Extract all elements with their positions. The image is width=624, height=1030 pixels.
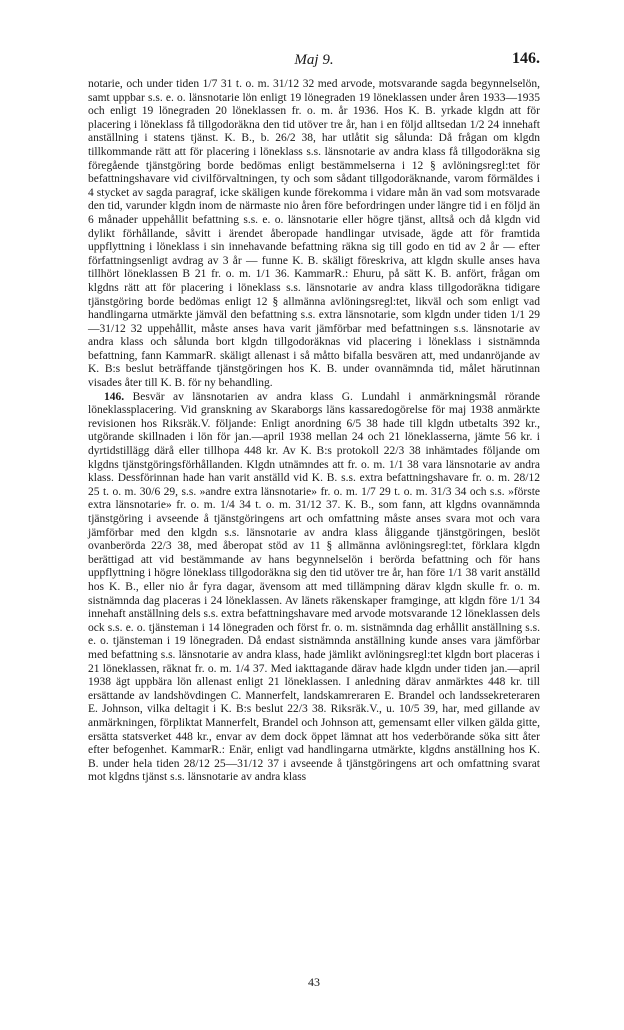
running-header xyxy=(88,50,540,72)
header-page-number: 146. xyxy=(512,50,540,67)
footer-page-number: 43 xyxy=(308,975,320,989)
paragraph-text: Besvär av länsnotarien av andra klass G. Lundahl i anmärkningsmål rörande löneklassplacering. Vid granskning av Skaraborgs läns kassaredogörelse för maj 1938 anmärkte revisionen hos Riksräk.V. följande: Enligt anordning 6/5 38 hade till klgdn utbetalts 392 kr., utgörande skillnaden i lön för jan.—april 1938 mellan 24 och 21 löneklasserna, jämte 56 kr. i dyrtidstillägg därå eller tillhopa 448 kr. Av K. B:s protokoll 22/3 38 inhämtades följande om klgdns tjänstgöringsförhållanden. Klgdn utnämndes att fr. o. m. 1/1 38 vara länsnotarie av andra klass. Dessförinnan hade han varit anställd vid K. B. s.s. extra befattningshavare fr. o. m. 28/12 25 t. o. m. 30/6 29, s.s. »andre extra länsnotarie» fr. o. m. 1/7 29 t. o. m. 31/3 34 och s.s. »förste extra länsnotarie» fr. o. m. 1/4 34 t. o. m. 31/12 37. K. B., som fann, att klgdns ovannämnda tjänstgöring i avseende å tjänstgöringens art och omfattning måste anses svara mot och vara jämförbar med den klgdn s.s. länsnotarie av andra klass åliggande tjänstgöringen, beslöt ovanberörda 22/3 38, med åberopat stöd av 11 § allmänna avlöningsregl:tet, förklara klgdn berättigad att vid bestämmande av hans begynnelselön i berörda befattning och för hans uppflyttning i högre löneklass tillgodoräkna sig den tid utöver tre år, han före 1/1 38 varit anställd hos K. B., eller nio år fyra dagar, ävensom att med tillämpning därav klgdn skulle fr. o. m. sistnämnda dag placeras i 24 löneklassen. Av länets räkenskaper framginge, att klgdn före 1/1 34 innehaft anställning dels s.s. extra befattningshavare med arvode motsvarande 12 löneklassen dels ock s.s. e. o. tjänsteman i 14 lönegraden och först fr. o. m. sistnämnda dag erhållit anställning s.s. e. o. tjänsteman i 19 lönegraden. Då endast sistnämnda anställning kunde anses vara jämförbar med befattning s.s. länsnotarie av andra klass, hade jämlikt avlöningsregl:tet klgdn bort placeras i 21 löneklassen, räknat fr. o. m. 1/4 37. Med iakttagande därav hade klgdn under tiden jan.—april 1938 ägt uppbära lön allenast enligt 21 löneklassen. I anledning därav anmärktes 448 kr. till ersättande av landshövdingen C. Mannerfelt, landskamreraren E. Brandel och landssekreteraren E. Johnson, vilka deltagit i K. B:s beslut 22/3 38. Riksräk.V., u. 10/5 39, har, med gillande av anmärkningen, förpliktat Mannerfelt, Brandel och Johnson att, gemensamt eller vilken gälda gitte, ersätta statsverket 448 kr., envar av dem dock öppet lämnat att hos vederbörande söka sitt åter efter befogenhet. KammarR.: Enär, enligt vad handlingarna utmärkte, klgdns anställning hos K. B. under hela tiden 28/12 25—31/12 37 i avseende å tjänstgöringens art och omfattning svarat mot klgdns tjänst s.s. länsnotarie av andra klass xyxy=(88,390,541,784)
paragraph-146 xyxy=(88,391,540,785)
paragraph-text: notarie, och under tiden 1/7 31 t. o. m. 31/12 32 med arvode, motsvarande sagda begynnelselön, samt uppbar s.s. e. o. länsnotarie lön enligt 19 lönegraden 19 löneklassen under åren 1933—1935 och enligt 19 lönegraden 20 löneklassen fr. o. m. år 1936. Hos K. B. yrkade klgdn att för placering i löneklass få tillgodoräkna den tid utöver tre år, han i en följd alltsedan 1/2 24 innehaft anställning i statens tjänst. K. B., b. 26/2 38, har utlåtit sig sålunda: Då frågan om klgdn tillkommande rätt att för placering i löneklass s.s. länsnotarie av andra klass få tillgodoräkna sig föregående tjänstgöring borde bedömas enligt bestämmelserna i 12 § avlöningsregl:tet för befattningshavare vid civilförvaltningen, ty och som sådant tillgodoräknande, varom förmäldes i 4 stycket av sagda paragraf, icke skäligen kunde förekomma i vidare mån än vad som motsvarade den tid, varunder klgdn inom de närmaste nio åren före befordringen under längre tid i en följd än 6 månader uppehållit befattning s.s. e. o. länsnotarie eller högre tjänst, alltså och då klgdn vid dylikt förhållande, såvitt i ärendet åberopade handlingar utvisade, ägde att för framtida uppflyttning i löneklass i sin innehavande befattning räkna sig till godo en tid av 2 år — efter författningsenligt avdrag av 3 år — funne K. B. skäligt föreskriva, att klgdn skulle anses hava tillhört löneklassen B 21 fr. o. m. 1/1 36. KammarR.: Ehuru, på sätt K. B. anfört, frågan om klgdns rätt att för placering i löneklass s.s. länsnotarie av andra klass tillgodoräkna tidigare tjänstgöring borde bedömas enligt 12 § allmänna avlöningsregl:tet, likväl och som enligt vad handlingarna utmärkte jämväl den befattning s.s. extra länsnotarie, som klgdn under tiden 1/1 29—31/12 32 uppehållit, måste anses hava varit jämförbar med befattningen s.s. länsnotarie av andra klass och sålunda bort klgdn tillgodoräknas vid placering i löneklass i sistnämnda befattning, fann KammarR. skäligt allenast i så måtto bifalla besvären att, med undanröjande av K. B:s beslut beträffande tjänstgöringen hos K. B. under ovannämnda tid, målet härutinnan visades åter till K. B. för ny behandling. xyxy=(88,78,540,390)
paragraph-number: 146. xyxy=(104,390,125,403)
paragraph-continued xyxy=(88,78,540,391)
body-text xyxy=(88,78,540,785)
header-title: Maj 9. xyxy=(294,52,334,68)
